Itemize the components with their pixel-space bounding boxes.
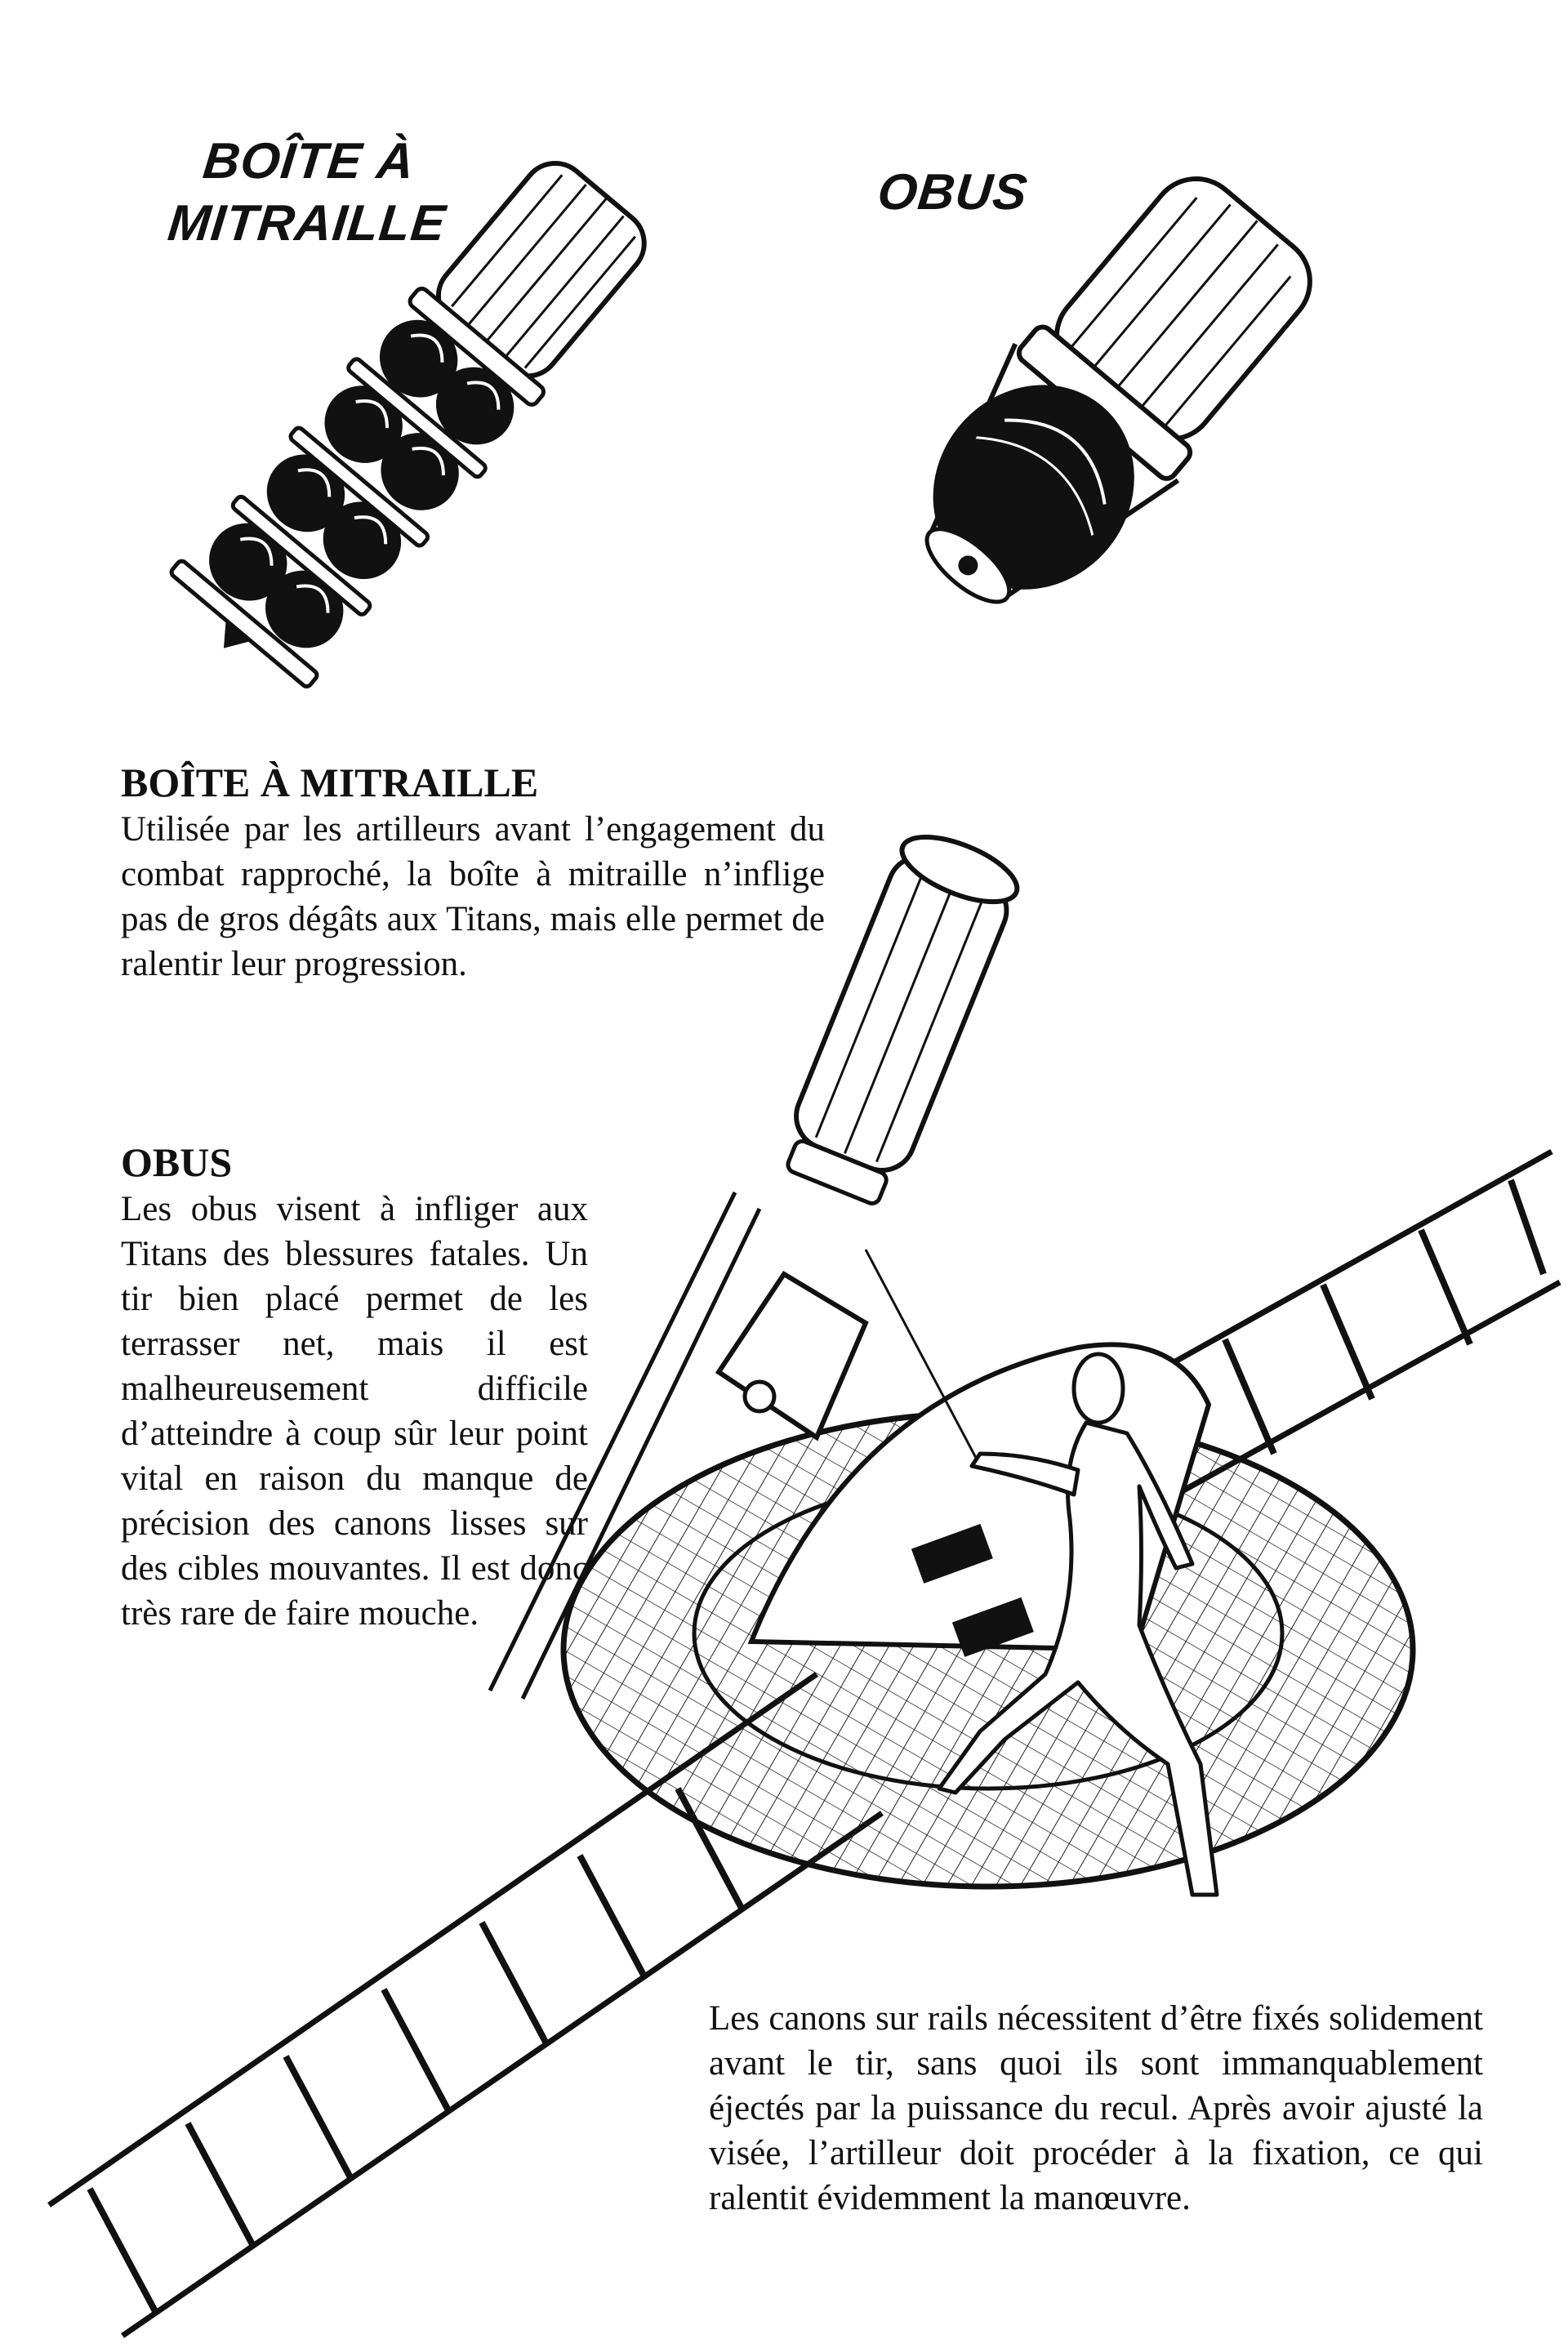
section-text-obus: Les obus visent à infliger aux Titans des blessures fatales. Un tir bien placé permet de les terrasser net, mais il est malheureusement difficile d’atteindre à coup sûr leur point vital en raison du manque de précision des canons lisses sur des cibles mouvantes. Il est donc très rare de faire mouche.	[121, 1190, 588, 1633]
section-title-boite-a-mitraille: BOÎTE À MITRAILLE	[121, 760, 539, 805]
label-obus	[875, 162, 1031, 224]
section-title-obus: OBUS	[121, 1139, 233, 1185]
label-boite-line1: BOÎTE À	[200, 133, 418, 189]
label-obus-text: OBUS	[875, 164, 1031, 221]
shell-illustration	[873, 150, 1341, 650]
caption-rail-cannons: Les canons sur rails nécessitent d’être fixés solidement avant le tir, sans quoi ils sont immanquablement éjectés par la puissance du recul. Après avoir ajusté la visée, l’artilleur doit procéder à la fixation, ce qui ralentit évidemment la manœuvre.	[709, 1999, 1483, 2217]
label-boite-line2: MITRAILLE	[165, 195, 449, 252]
section-text-boite-a-mitraille: Utilisée par les artilleurs avant l’engagement du combat rapproché, la boîte à mitraille n’inflige pas de gros dégâts aux Titans, mais elle permet de ralentir leur progression.	[121, 810, 825, 983]
label-boite-a-mitraille	[165, 131, 456, 255]
